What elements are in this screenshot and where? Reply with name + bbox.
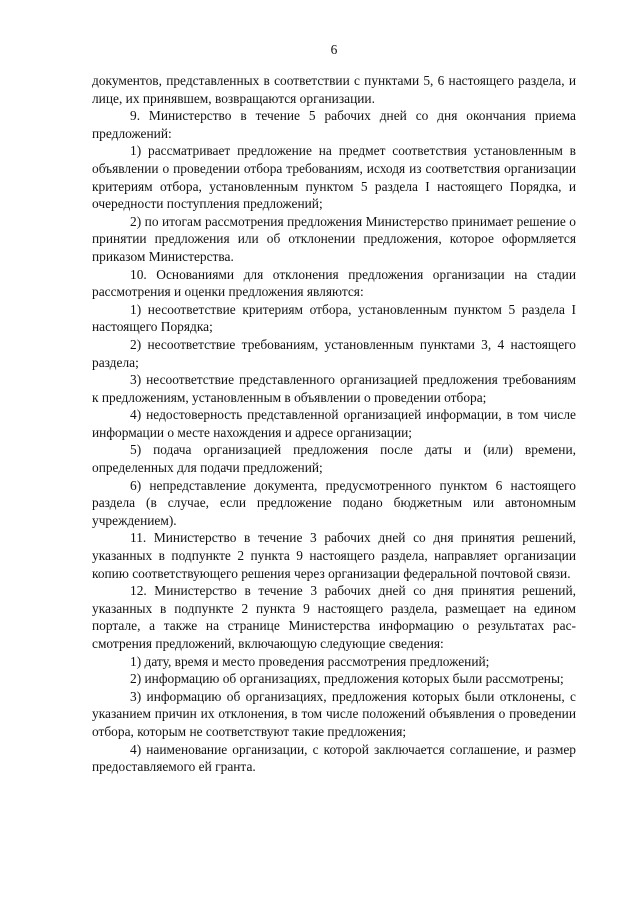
paragraph: 4) наименование организации, с которой заключается соглашение, и размер предоставляемого ей гранта.	[92, 741, 576, 775]
page-number: 6	[330, 42, 338, 57]
paragraph: 11. Министерство в течение 3 рабочих дней со дня принятия решений, указанных в подпункте 2 пункта 9 настоящего раздела, направляет организации копию соответствующего решения через организации федеральной почтовой связи.	[92, 530, 576, 581]
paragraph: 2) по итогам рассмотрения предложения Министерство принимает решение о принятии предложения или об отклонении предложения, которое оформляется приказом Министерства.	[92, 213, 576, 264]
paragraph: 12. Министерство в течение 3 рабочих дней со дня принятия решений, указанных в подпункте 2 пункта 9 настоящего раздела, размещает на едином портале, а также на странице Министерства информацию о результатах рассмотрения предложений, включающую следующие сведения:	[92, 583, 576, 651]
paragraph: документов, представленных в соответствии с пунктами 5, 6 настоящего раздела, и лице, их принявшем, возвращаются организации.	[92, 73, 576, 106]
paragraph: 3) информацию об организациях, предложения которых были отклонены, с указанием причин их отклонения, в том числе положений объявления о проведении отбора, которым не соответствуют такие предложения;	[92, 688, 576, 739]
document-body	[92, 72, 576, 776]
paragraph: 10. Основаниями для отклонения предложения организации на стадии рассмотрения и оценки предложения являются:	[92, 266, 576, 300]
paragraph: 6) непредставление документа, предусмотренного пунктом 6 настоящего раздела (в случае, если предложение подано бюджетным или автономным учреждением).	[92, 477, 576, 528]
paragraph: 5) подача организацией предложения после даты и (или) времени, определенных для подачи предложений;	[92, 442, 576, 476]
paragraph: 9. Министерство в течение 5 рабочих дней со дня окончания приема предложений:	[92, 108, 576, 141]
paragraph: 2) информацию об организациях, предложения которых были рассмотрены;	[130, 671, 564, 687]
paragraph: 1) рассматривает предложение на предмет соответствия установленным в объявлении о проведении отбора требованиям, исходя из соответствия организации критериям отбора, установленным пунктом 5 раздела I настоящего Порядка, и очередности поступления предложений;	[92, 143, 576, 212]
paragraph: 3) несоответствие представленного организацией предложения требованиям к предложениям, установленным в объявлении о проведении отбора;	[92, 372, 576, 405]
paragraph: 1) несоответствие критериям отбора, установленным пунктом 5 раздела I настоящего Порядка;	[92, 301, 576, 335]
paragraph: 4) недостоверность представленной организацией информации, в том числе информации о месте нахождения и адресе организации;	[92, 407, 576, 440]
paragraph: 2) несоответствие требованиям, установленным пунктами 3, 4 настоящего раздела;	[92, 336, 576, 370]
paragraph: 1) дату, время и место проведения рассмотрения предложений;	[130, 653, 490, 669]
